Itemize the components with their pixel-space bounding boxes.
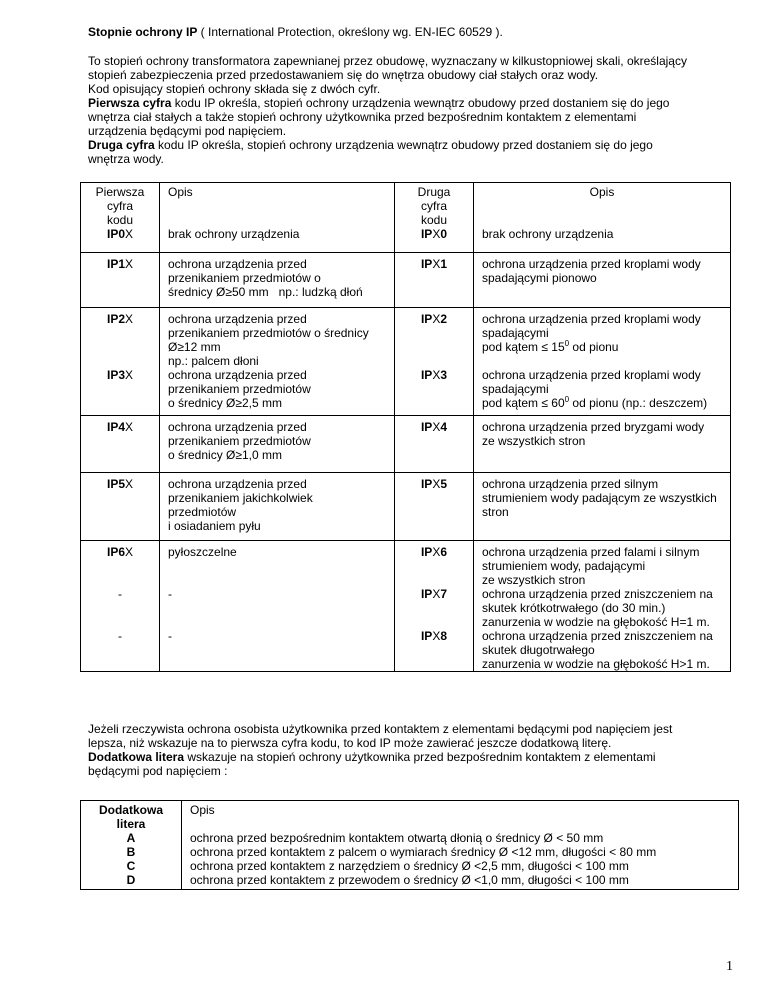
code-bold: IP4 (106, 420, 125, 434)
code-x: X (125, 477, 134, 491)
superscript: 0 (564, 339, 570, 348)
second-digit-line (88, 138, 748, 152)
cell-text: przenikaniem przedmiotów o średnicy (168, 326, 369, 340)
dash: - (118, 629, 122, 643)
header-second-digit (395, 183, 474, 253)
cell-text: przenikaniem przedmiotów (168, 382, 311, 396)
additional-letter-paragraph (88, 722, 748, 778)
intro-paragraph (88, 54, 748, 166)
code-bold: IP (420, 368, 433, 382)
second-digit-rest: kodu IP określa, stopień ochrony urządzenia wewnątrz obudowy przed dostaniem się do jego (154, 138, 653, 152)
code-x: X (125, 420, 134, 434)
code-x: X (432, 312, 441, 326)
superscript: 0 (564, 395, 570, 404)
code-line (395, 629, 473, 643)
code-x: X (125, 545, 134, 559)
header-description-2 (474, 183, 731, 253)
code-x: X (432, 420, 441, 434)
code-x: X (125, 312, 134, 326)
dash: - (168, 629, 172, 643)
code-bold: IP (420, 312, 433, 326)
desc-cell (474, 473, 731, 541)
code-bold: IP (420, 477, 433, 491)
cell-text: np.: palcem dłoni (168, 354, 259, 368)
heading-rest: ( International Protection, określony wg. EN-IEC 60529 ). (197, 25, 503, 39)
second-digit-bold: Druga cyfra (88, 138, 155, 152)
letter-desc: ochrona przed kontaktem z przewodem o średnicy Ø <1,0 mm, długości < 100 mm (190, 873, 629, 887)
cell-text: ochrona urządzenia przed (168, 368, 307, 382)
header-text: litera (116, 817, 146, 831)
text-part: od pionu (np.: deszczem) (569, 396, 708, 410)
table-row (81, 253, 731, 308)
table-row (81, 416, 731, 473)
header-first-digit (81, 183, 160, 253)
cell-text: przedmiotów (168, 505, 237, 519)
table-row (81, 541, 731, 672)
desc-cell (160, 541, 395, 672)
cell-text: skutek długotrwałego (482, 643, 595, 657)
code-bold: 5 (440, 477, 448, 491)
cell-text: ochrona urządzenia przed falami i silnym (482, 545, 700, 559)
ip-codes-table (80, 182, 731, 672)
cell-text (482, 340, 730, 354)
intro-line: wnętrza ciał stałych a także stopień ochrony użytkownika przed bezpośrednim kontaktem z elementami (88, 110, 637, 124)
cell-text: skutek krótkotrwałego (do 30 min.) (482, 601, 666, 615)
letter: D (126, 873, 136, 887)
code-cell (81, 473, 160, 541)
additional-letter-bold: Dodatkowa litera (88, 750, 185, 764)
code-bold: IP1 (106, 257, 125, 271)
cell-text: o średnicy Ø≥1,0 mm (168, 448, 282, 462)
code-cell (395, 473, 474, 541)
header-text: Opis (168, 185, 193, 199)
header-text: Opis (589, 185, 615, 199)
cell-text: strumieniem wody, padającymi (482, 559, 646, 573)
cell-text: ochrona urządzenia przed kroplami wody (482, 257, 701, 271)
intro-line: wnętrza wody. (88, 152, 164, 166)
intro-line: To stopień ochrony transformatora zapewnianej przez obudowę, wyznaczany w kilkustopniowej skali, określający (88, 54, 687, 68)
code-cell (81, 416, 160, 473)
intro-line: urządzenia będącymi pod napięciem. (88, 124, 287, 138)
header-text: Opis (190, 803, 215, 817)
cell-text: spadającymi (482, 382, 549, 396)
code-bold: IP (420, 545, 433, 559)
code-bold: 2 (440, 312, 448, 326)
heading (88, 25, 748, 39)
cell-text: ochrona urządzenia przed zniszczeniem na (482, 629, 713, 643)
cell-text: zanurzenia w wodzie na głębokość H>1 m. (482, 657, 710, 671)
code-cell (81, 308, 160, 416)
code-x: X (432, 629, 441, 643)
cell-text: ochrona urządzenia przed kroplami wody (482, 312, 701, 326)
header-text: Pierwsza (95, 185, 145, 199)
cell-text: ochrona urządzenia przed silnym (482, 477, 659, 491)
text-part: od pionu (569, 340, 619, 354)
paragraph-line: będącymi pod napięciem : (88, 764, 228, 778)
cell-text: przenikaniem jakichkolwiek (168, 491, 313, 505)
code-bold: IP (420, 629, 433, 643)
code-bold: IP6 (106, 545, 125, 559)
spacer (482, 354, 730, 368)
cell-text: o średnicy Ø≥2,5 mm (168, 396, 282, 410)
code-bold: IP (420, 227, 433, 241)
page-number: 1 (726, 959, 733, 974)
intro-line: stopień zabezpieczenia przed przedostawaniem się do wnętrza obudowy ciał stałych oraz wody. (88, 68, 599, 82)
code-bold: 4 (440, 420, 448, 434)
desc-cell (474, 541, 731, 672)
desc-cell (160, 308, 395, 416)
intro-line: Kod opisujący stopień ochrony składa się z dwóch cyfr. (88, 82, 381, 96)
paragraph-line: Jeżeli rzeczywista ochrona osobista użytkownika przed kontaktem z elementami będącymi pod napięciem jest (88, 722, 673, 736)
cell-text: ochrona urządzenia przed bryzgami wody (482, 420, 705, 434)
letter: B (126, 845, 136, 859)
cell-text: spadającymi (482, 326, 549, 340)
cell-text: spadającymi pionowo (482, 271, 597, 285)
code-line (395, 587, 473, 629)
dash: - (168, 587, 172, 601)
code-bold: 8 (440, 629, 448, 643)
description-column (182, 801, 739, 890)
letter: A (126, 831, 136, 845)
cell-text: ochrona urządzenia przed (168, 312, 307, 326)
header-text: Druga (417, 185, 451, 199)
cell-text: ze wszystkich stron (482, 434, 586, 448)
code-bold: IP2 (106, 312, 125, 326)
cell-text: przenikaniem przedmiotów o (168, 271, 321, 285)
code-cell (395, 308, 474, 416)
header-text: cyfra (106, 199, 133, 213)
code-line (81, 312, 159, 368)
desc-cell (160, 416, 395, 473)
letter-desc: ochrona przed kontaktem z narzędziem o średnicy Ø <2,5 mm, długości < 100 mm (190, 859, 629, 873)
cell-text: brak ochrony urządzenia (482, 227, 614, 241)
code-x: X (432, 257, 441, 271)
code-x: X (432, 587, 441, 601)
paragraph-rest: wskazuje na stopień ochrony użytkownika przed bezpośrednim kontaktem z elementami (184, 750, 656, 764)
heading-bold: Stopnie ochrony IP (88, 25, 198, 39)
cell-text: średnicy Ø≥50 mm np.: ludzką dłoń (168, 285, 363, 299)
paragraph-line (88, 750, 748, 764)
cell-text: ochrona urządzenia przed (168, 477, 307, 491)
cell-text: i osiadaniem pyłu (168, 519, 261, 533)
additional-letter-table (80, 800, 739, 890)
code-bold: IP (420, 420, 433, 434)
paragraph-line: lepsza, niż wskazuje na to pierwsza cyfra kodu, to kod IP może zawierać jeszcze dodatkową literę. (88, 736, 612, 750)
desc-cell (474, 308, 731, 416)
letter-column (81, 801, 182, 890)
table2-row (81, 801, 739, 890)
header-text: kodu (420, 213, 448, 227)
header-description (160, 183, 395, 253)
cell-text: przenikaniem przedmiotów (168, 434, 311, 448)
first-digit-rest: kodu IP określa, stopień ochrony urządzenia wewnątrz obudowy przed dostaniem się do jego (171, 96, 670, 110)
code-x: X (432, 477, 441, 491)
code-bold: 0 (440, 227, 448, 241)
table-header-row (81, 183, 731, 253)
code-x: X (125, 227, 134, 241)
code-bold: 1 (440, 257, 448, 271)
letter-desc: ochrona przed bezpośrednim kontaktem otwartą dłonią o średnicy Ø < 50 mm (190, 831, 604, 845)
code-cell (81, 253, 160, 308)
code-line (395, 312, 473, 368)
cell-text: pyłoszczelne (168, 545, 237, 559)
code-line (81, 368, 159, 382)
code-cell (395, 253, 474, 308)
code-x: X (125, 368, 134, 382)
code-ip0x (81, 227, 159, 241)
cell-text: zanurzenia w wodzie na głębokość H=1 m. (482, 615, 710, 629)
cell-text: brak ochrony urządzenia (168, 227, 300, 241)
header-text: Dodatkowa (98, 803, 163, 817)
desc-cell (160, 253, 395, 308)
cell-text (482, 396, 730, 410)
code-cell (395, 416, 474, 473)
cell-text: ochrona urządzenia przed (168, 257, 307, 271)
code-line (395, 368, 473, 382)
code-ipx0 (395, 227, 473, 241)
code-bold: IP0 (106, 227, 125, 241)
desc-cell (474, 253, 731, 308)
code-bold: 7 (440, 587, 448, 601)
code-cell (395, 541, 474, 672)
desc-cell (474, 416, 731, 473)
code-x: X (432, 368, 441, 382)
cell-text: strumieniem wody padającym ze wszystkich (482, 491, 717, 505)
table-row (81, 308, 731, 416)
cell-text: ochrona urządzenia przed kroplami wody (482, 368, 701, 382)
header-text: cyfra (420, 199, 447, 213)
code-line (81, 545, 159, 587)
cell-text: ochrona urządzenia przed (168, 420, 307, 434)
code-bold: IP5 (106, 477, 125, 491)
desc-cell (160, 473, 395, 541)
cell-text: ze wszystkich stron (482, 573, 586, 587)
code-bold: 6 (440, 545, 448, 559)
code-bold: IP (420, 257, 433, 271)
first-digit-bold: Pierwsza cyfra (88, 96, 172, 110)
dash: - (118, 587, 122, 601)
table-row (81, 473, 731, 541)
text-part: pod kątem ≤ 15 (482, 340, 565, 354)
code-cell (81, 541, 160, 672)
letter: C (126, 859, 136, 873)
code-bold: IP (420, 587, 433, 601)
letter-desc: ochrona przed kontaktem z palcem o wymiarach średnicy Ø <12 mm, długości < 80 mm (190, 845, 657, 859)
cell-text: stron (482, 505, 509, 519)
code-x: X (125, 257, 134, 271)
cell-text: ochrona urządzenia przed zniszczeniem na (482, 587, 713, 601)
code-bold: IP3 (106, 368, 125, 382)
text-part: pod kątem ≤ 60 (482, 396, 565, 410)
code-bold: 3 (440, 368, 448, 382)
code-x: X (432, 227, 441, 241)
first-digit-line (88, 96, 748, 110)
code-line (395, 545, 473, 587)
cell-text: Ø≥12 mm (168, 340, 221, 354)
code-x: X (432, 545, 441, 559)
header-text: kodu (106, 213, 134, 227)
